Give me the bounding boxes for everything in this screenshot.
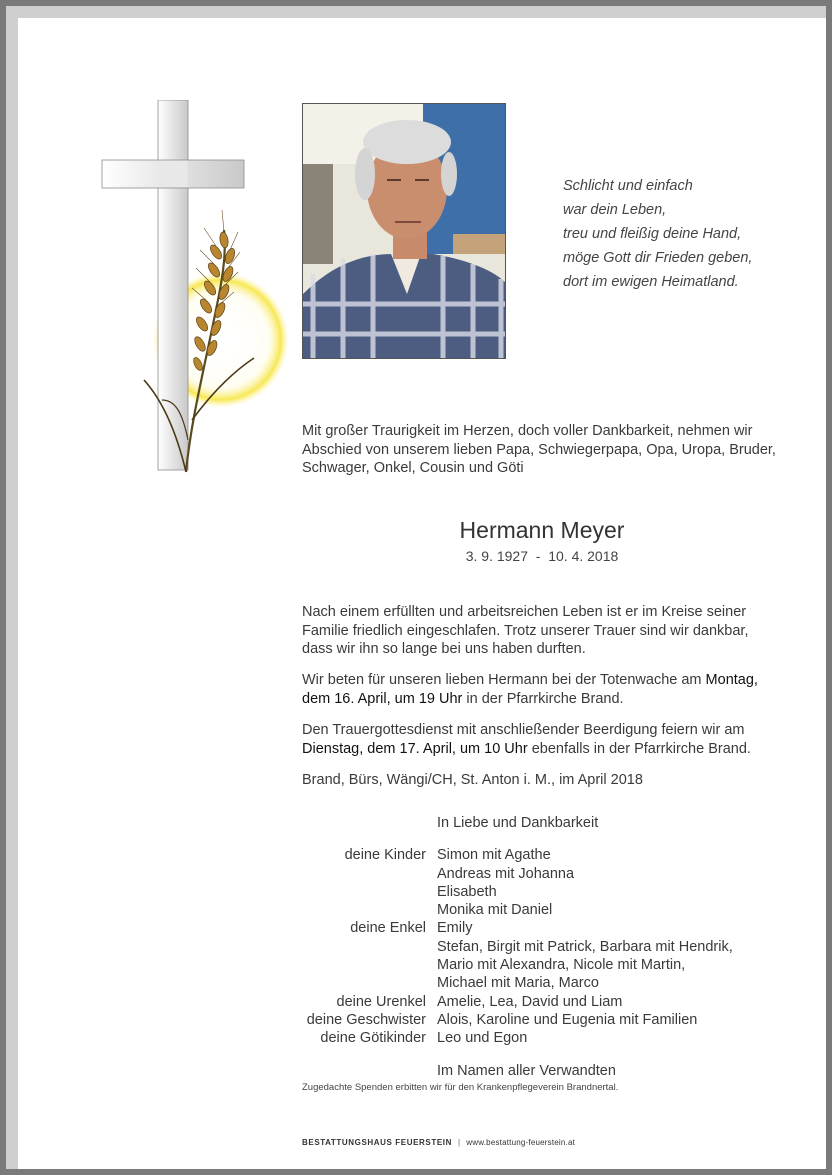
family-row	[302, 1011, 733, 1029]
family-member-names: Amelie, Lea, David und Liam	[437, 993, 623, 1010]
family-row	[302, 938, 733, 956]
family-member-names: Elisabeth	[437, 883, 497, 900]
family-member-names: Alois, Karoline und Eugenia mit Familien	[437, 1011, 698, 1028]
family-row	[302, 883, 733, 901]
portrait-photo	[302, 103, 506, 359]
paragraph-life: Nach einem erfüllten und arbeitsreichen Leben ist er im Kreise seiner Familie friedlich eingeschlafen. Trotz unserer Trauer sind wir dankbar, dass wir ihn so lange bei uns haben durften.	[302, 604, 749, 657]
family-list	[302, 814, 733, 1080]
quote-line: treu und fleißig deine Hand,	[563, 226, 742, 242]
quote-line: möge Gott dir Frieden geben,	[563, 250, 753, 266]
cross-with-wheat-icon	[96, 100, 296, 485]
family-member-names: Simon mit Agathe	[437, 847, 551, 864]
family-relation-label: deine Enkel	[350, 920, 426, 937]
family-relation-label	[302, 883, 437, 901]
family-row	[302, 974, 733, 992]
donation-note: Zugedachte Spenden erbitten wir für den Krankenpflegeverein Brandnertal.	[302, 1082, 619, 1093]
family-relation-label: deine Geschwister	[306, 1011, 426, 1028]
family-relation-label: deine Kinder	[344, 847, 426, 864]
family-row	[302, 919, 733, 937]
family-row	[302, 1029, 733, 1047]
family-member-names: Monika mit Daniel	[437, 902, 553, 919]
family-row	[302, 865, 733, 883]
wake-date: Montag, dem 16. April, um 19 Uhr	[302, 672, 758, 707]
funeral-date: Dienstag, dem 17. April, um 10 Uhr	[302, 740, 528, 757]
family-member-names: Leo und Egon	[437, 1030, 528, 1047]
quote-line: dort im ewigen Heimatland.	[563, 274, 739, 290]
family-member-names: Mario mit Alexandra, Nicole mit Martin,	[437, 957, 686, 974]
life-dates: 3. 9. 1927 - 10. 4. 2018	[465, 548, 619, 564]
family-relation-label	[302, 956, 437, 974]
deceased-name: Hermann Meyer	[459, 517, 625, 543]
family-relation-label	[302, 865, 437, 883]
family-opening: In Liebe und Dankbarkeit	[437, 815, 599, 831]
wake-text: Wir beten für unseren lieben Hermann bei der Totenwache am	[302, 672, 706, 688]
family-member-names: Emily	[437, 920, 473, 937]
family-rows	[302, 846, 733, 1047]
funeral-location: ebenfalls in der Pfarrkirche Brand.	[527, 740, 751, 757]
footer-separator: |	[457, 1138, 461, 1147]
family-row	[302, 993, 733, 1011]
intro-text: Mit großer Traurigkeit im Herzen, doch voller Dankbarkeit, nehmen wir Abschied von unserem lieben Papa, Schwiegerpapa, Opa, Uropa, Bruder, Schwager, Onkel, Cousin und Göti	[302, 423, 776, 476]
family-row	[302, 901, 733, 919]
quote-line: war dein Leben,	[563, 202, 667, 218]
outer-frame	[6, 6, 826, 1169]
family-relation-label	[302, 974, 437, 992]
paragraph-funeral	[302, 721, 782, 758]
footer	[302, 1138, 575, 1147]
family-member-names: Michael mit Maria, Marco	[437, 975, 599, 992]
family-opening-row	[302, 814, 733, 832]
family-closing-row	[302, 1062, 733, 1080]
family-relation-label	[302, 938, 437, 956]
paragraph-wake	[302, 671, 782, 708]
funeral-home-url[interactable]: www.bestattung-feuerstein.at	[466, 1138, 576, 1147]
place-date: Brand, Bürs, Wängi/CH, St. Anton i. M., im April 2018	[302, 772, 643, 788]
family-row	[302, 956, 733, 974]
family-member-names: Stefan, Birgit mit Patrick, Barbara mit Hendrik,	[437, 938, 733, 955]
family-relation-label: deine Götikinder	[320, 1030, 426, 1047]
quote-poem	[563, 174, 752, 294]
family-relation-label	[302, 901, 437, 919]
wake-location: in der Pfarrkirche Brand.	[462, 690, 624, 707]
family-row	[302, 846, 733, 864]
funeral-home-name: BESTATTUNGSHAUS FEUERSTEIN	[302, 1138, 452, 1147]
family-member-names: Andreas mit Johanna	[437, 865, 575, 882]
family-relation-label: deine Urenkel	[336, 993, 426, 1010]
obituary-page	[18, 18, 826, 1169]
family-closing: Im Namen aller Verwandten	[437, 1062, 616, 1079]
quote-line: Schlicht und einfach	[563, 178, 693, 194]
funeral-text: Den Trauergottesdienst mit anschließender Beerdigung feiern wir am	[302, 722, 745, 738]
